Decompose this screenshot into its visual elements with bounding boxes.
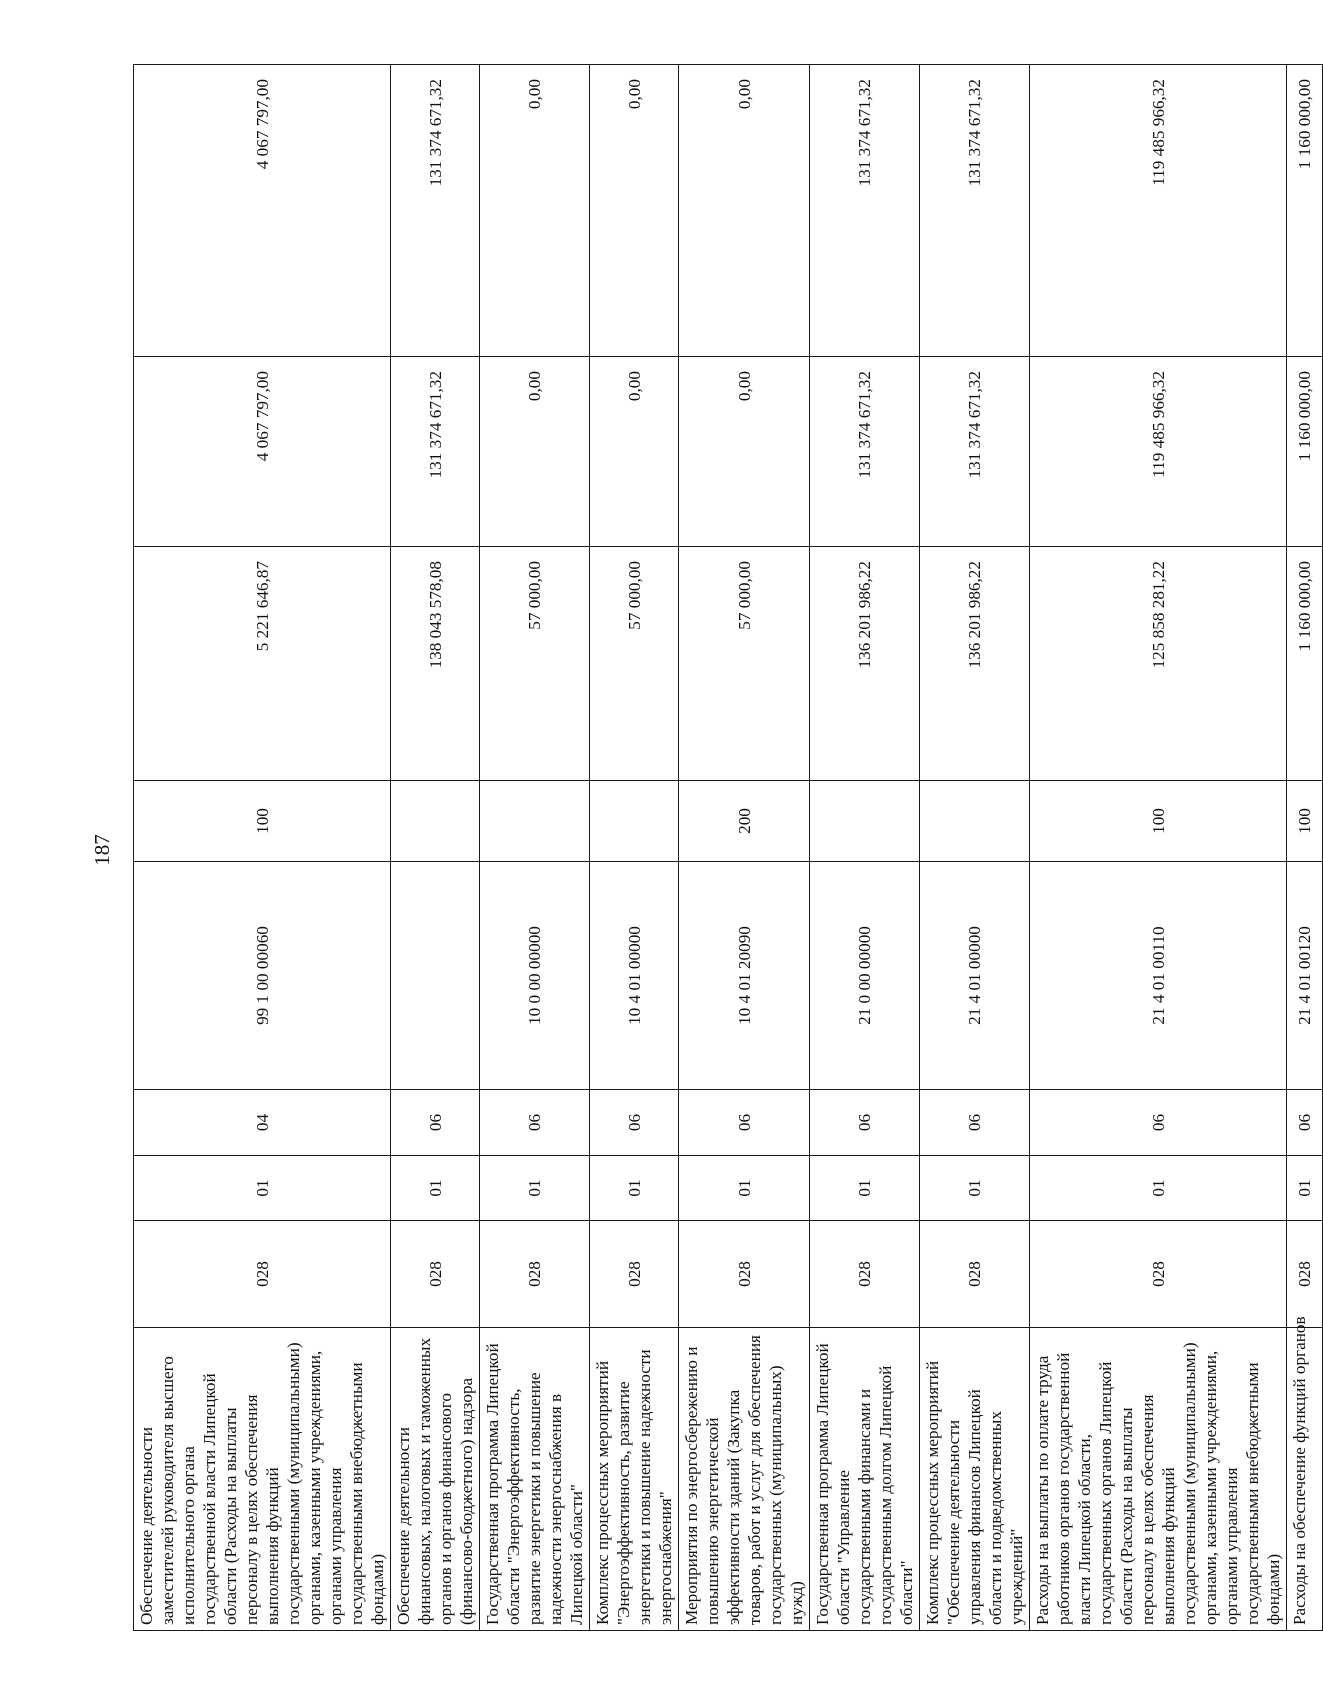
row-description: Мероприятия по энергосбережению и повышению энергетической эффективности зданий (Закупка товаров, работ и услуг для обеспечения государственных (муниципальных) нужд) (679, 1328, 810, 1631)
row-csr: 10 0 00 00000 (480, 862, 590, 1090)
row-pr: 06 (590, 1090, 679, 1156)
row-sum2: 131 374 671,32 (810, 357, 920, 547)
row-sum1: 138 043 578,08 (391, 547, 480, 781)
row-sum1: 57 000,00 (679, 547, 810, 781)
row-sum2: 0,00 (679, 357, 810, 547)
row-ved: 028 (1287, 1221, 1323, 1328)
row-sum3: 4 067 797,00 (134, 65, 391, 357)
row-sum2: 0,00 (480, 357, 590, 547)
row-rz: 01 (679, 1156, 810, 1221)
row-sum3: 0,00 (590, 65, 679, 357)
row-vr (920, 781, 1030, 862)
row-ved: 028 (134, 1221, 391, 1328)
row-sum1: 136 201 986,22 (810, 547, 920, 781)
table-row (480, 65, 590, 1631)
row-description: Расходы на обеспечение функций органов (1287, 1328, 1323, 1631)
row-description: Государственная программа Липецкой области "Энергоэффективность, развитие энергетики и повышение надежности энергоснабжения в Липецкой области" (480, 1328, 590, 1631)
row-sum1: 5 221 646,87 (134, 547, 391, 781)
row-pr: 06 (480, 1090, 590, 1156)
row-vr: 100 (134, 781, 391, 862)
row-pr: 06 (679, 1090, 810, 1156)
row-rz: 01 (1287, 1156, 1323, 1221)
row-sum3: 119 485 966,32 (1030, 65, 1287, 357)
row-csr: 99 1 00 00060 (134, 862, 391, 1090)
row-description: Обеспечение деятельности финансовых, налоговых и таможенных органов и органов финансового (финансово-бюджетного) надзора (391, 1328, 480, 1631)
row-vr (590, 781, 679, 862)
row-ved: 028 (920, 1221, 1030, 1328)
table-row (679, 65, 810, 1631)
row-rz: 01 (134, 1156, 391, 1221)
row-pr: 04 (134, 1090, 391, 1156)
row-csr (391, 862, 480, 1090)
row-vr (810, 781, 920, 862)
table-row (134, 65, 391, 1631)
row-rz: 01 (810, 1156, 920, 1221)
row-sum2: 119 485 966,32 (1030, 357, 1287, 547)
row-csr: 10 4 01 20090 (679, 862, 810, 1090)
row-vr (391, 781, 480, 862)
row-rz: 01 (480, 1156, 590, 1221)
page-number: 187 (90, 834, 114, 866)
row-sum1: 57 000,00 (480, 547, 590, 781)
row-sum2: 131 374 671,32 (391, 357, 480, 547)
row-rz: 01 (1030, 1156, 1287, 1221)
row-pr: 06 (920, 1090, 1030, 1156)
row-ved: 028 (480, 1221, 590, 1328)
row-pr: 06 (1030, 1090, 1287, 1156)
row-vr: 100 (1030, 781, 1287, 862)
row-vr (480, 781, 590, 862)
row-pr: 06 (810, 1090, 920, 1156)
row-sum2: 0,00 (590, 357, 679, 547)
row-description: Комплекс процессных мероприятий "Обеспечение деятельности управления финансов Липецкой области и подведомственных учреждений" (920, 1328, 1030, 1631)
row-description: Обеспечение деятельности заместителей руководителя высшего исполнительного органа государственной власти Липецкой области (Расходы на выплаты персоналу в целях обеспечения выполнения функций государственными (муниципальными) органами, казенными учреждениями, органами управления государственными внебюджетными фондами) (134, 1328, 391, 1631)
row-ved: 028 (590, 1221, 679, 1328)
row-sum1: 57 000,00 (590, 547, 679, 781)
row-sum1: 1 160 000,00 (1287, 547, 1323, 781)
row-sum1: 125 858 281,22 (1030, 547, 1287, 781)
row-csr: 21 4 01 00110 (1030, 862, 1287, 1090)
row-sum3: 0,00 (480, 65, 590, 357)
row-description: Государственная программа Липецкой области "Управление государственными финансами и государственным долгом Липецкой области" (810, 1328, 920, 1631)
table-row (590, 65, 679, 1631)
row-description: Комплекс процессных мероприятий "Энергоэффективность, развитие энергетики и повышение надежности энергоснабжения" (590, 1328, 679, 1631)
row-rz: 01 (590, 1156, 679, 1221)
row-csr: 10 4 01 00000 (590, 862, 679, 1090)
row-sum2: 131 374 671,32 (920, 357, 1030, 547)
row-pr: 06 (1287, 1090, 1323, 1156)
budget-table-rotated (133, 65, 1314, 1631)
table-row (920, 65, 1030, 1631)
row-ved: 028 (810, 1221, 920, 1328)
row-csr: 21 4 01 00000 (920, 862, 1030, 1090)
row-sum3: 1 160 000,00 (1287, 65, 1323, 357)
row-ved: 028 (679, 1221, 810, 1328)
row-csr: 21 4 01 00120 (1287, 862, 1323, 1090)
row-vr: 100 (1287, 781, 1323, 862)
table-row (1287, 65, 1323, 1631)
row-ved: 028 (1030, 1221, 1287, 1328)
row-sum3: 131 374 671,32 (920, 65, 1030, 357)
row-vr: 200 (679, 781, 810, 862)
row-sum3: 0,00 (679, 65, 810, 357)
table-row (1030, 65, 1287, 1631)
row-csr: 21 0 00 00000 (810, 862, 920, 1090)
row-sum2: 4 067 797,00 (134, 357, 391, 547)
row-pr: 06 (391, 1090, 480, 1156)
row-sum1: 136 201 986,22 (920, 547, 1030, 781)
row-sum3: 131 374 671,32 (391, 65, 480, 357)
table-row (391, 65, 480, 1631)
row-rz: 01 (920, 1156, 1030, 1221)
row-sum2: 1 160 000,00 (1287, 357, 1323, 547)
table-row (810, 65, 920, 1631)
budget-table (133, 64, 1323, 1631)
row-rz: 01 (391, 1156, 480, 1221)
row-sum3: 131 374 671,32 (810, 65, 920, 357)
row-ved: 028 (391, 1221, 480, 1328)
row-description: Расходы на выплаты по оплате труда работников органов государственной власти Липецкой области, государственных органов Липецкой области (Расходы на выплаты персоналу в целях обеспечения выполнения функций государственными (муниципальными) органами, казенными учреждениями, органами управления государственными внебюджетными фондами) (1030, 1328, 1287, 1631)
